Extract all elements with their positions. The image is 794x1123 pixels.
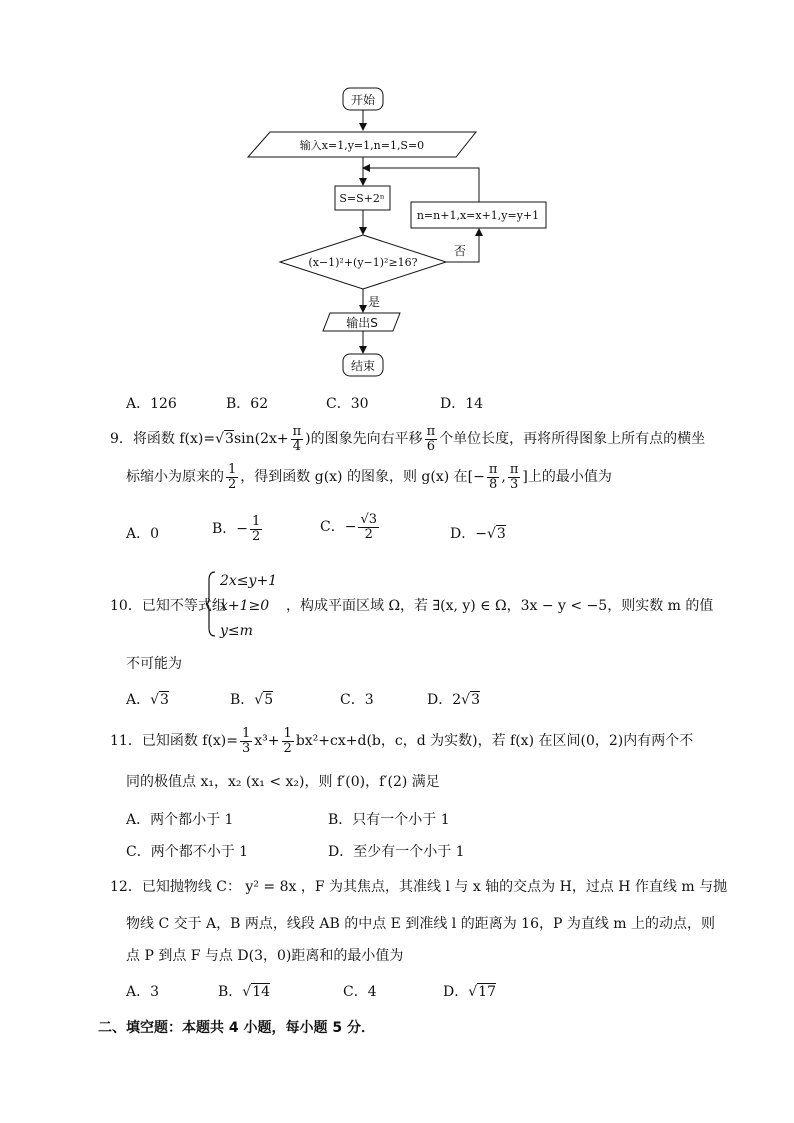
update-label: n=n+1,x=x+1,y=y+1 bbox=[416, 209, 540, 222]
q12-line2: 物线 C 交于 A，B 两点，线段 AB 的中点 E 到准线 l 的距离为 16，P 为直线 m 上的动点，则 bbox=[126, 916, 716, 932]
q12-option-d: D．√17 bbox=[443, 984, 496, 1000]
q10-option-d: D．2√3 bbox=[427, 692, 480, 708]
q9-option-b: B．− $\frac{1}{2}$ bbox=[212, 514, 261, 544]
q10-option-c: C．3 bbox=[340, 692, 374, 708]
start-label: 开始 bbox=[350, 93, 376, 107]
q10-ineq2: x+1≥0 bbox=[220, 598, 270, 614]
q9-line1: 9．将函数 f(x)= √3 sin(2x+ $\frac{\pi}{4}$ )的图象先向右平移 $\frac{\pi}{6}$ 个单位长度，再将所得图象上所有点的横坐 bbox=[110, 424, 706, 454]
end-label: 结束 bbox=[350, 359, 376, 373]
q9-line2 bbox=[126, 463, 612, 491]
q9-text: , bbox=[501, 469, 506, 486]
q10-line1: ，构成平面区域 Ω，若 ∃(x, y) ∈ Ω，3x − y < −5，则实数 m 的值 bbox=[286, 598, 714, 614]
q9-frac-pi4: $\frac{\pi}{4}$ bbox=[292, 424, 302, 454]
q8-option-d: D．14 bbox=[440, 396, 484, 412]
q9-text: 9．将函数 f(x)= bbox=[110, 431, 216, 448]
q10-option-b: B．√5 bbox=[230, 692, 274, 708]
q10-ineq1: 2x≤y+1 bbox=[220, 573, 278, 589]
q9-text: ]上的最小值为 bbox=[522, 469, 612, 486]
q11-option-a: A．两个都小于 1 bbox=[126, 812, 234, 828]
q12-line3: 点 P 到点 F 与点 D(3，0)距离和的最小值为 bbox=[126, 948, 404, 964]
q12-line1: 12．已知抛物线 C： y² = 8x ，F 为其焦点，其准线 l 与 x 轴的交点为 H，过点 H 作直线 m 与抛 bbox=[110, 879, 728, 895]
q10-ineq3: y≤m bbox=[220, 623, 253, 639]
q9-text: )的图象先向右平移 bbox=[305, 431, 423, 448]
q10-brace-icon bbox=[205, 570, 217, 638]
condition-label: (x−1)²+(y−1)²≥16? bbox=[308, 256, 418, 269]
q9-frac-pi3: $\frac{\pi}{3}$ bbox=[509, 462, 519, 492]
q11-line1: 11．已知函数 f(x)= $\frac{1}{3}$ x³+ $\frac{1}{2}$ bx²+cx+d(b，c，d 为实数)，若 f(x) 在区间(0，2)内有两个不 bbox=[110, 726, 694, 756]
q12-option-a: A．3 bbox=[126, 984, 160, 1000]
q8-option-b: B．62 bbox=[226, 396, 269, 412]
q9-option-a: A．0 bbox=[126, 526, 160, 542]
q8-option-c: C．30 bbox=[326, 396, 369, 412]
process-label: S=S+2ⁿ bbox=[339, 192, 385, 205]
input-label: 输入x=1,y=1,n=1,S=0 bbox=[299, 139, 425, 152]
q10-prefix: 10．已知不等式组 bbox=[110, 598, 226, 614]
q11-option-c: C．两个都不小于 1 bbox=[126, 844, 249, 860]
q9-text: sin(2x+ bbox=[233, 431, 289, 448]
q9-frac-pi6: $\frac{\pi}{6}$ bbox=[426, 424, 436, 454]
q9-frac-pi8: $\frac{\pi}{8}$ bbox=[488, 462, 498, 492]
flowchart bbox=[0, 0, 794, 400]
q9-sqrt3: 3 bbox=[225, 431, 234, 448]
q9-frac-half: $\frac{1}{2}$ bbox=[228, 462, 237, 492]
q11-line2: 同的极值点 x₁，x₂ (x₁ < x₂)，则 f′(0)，f′(2) 满足 bbox=[126, 774, 440, 790]
q11-option-b: B．只有一个小于 1 bbox=[328, 812, 450, 828]
yes-label: 是 bbox=[368, 295, 381, 309]
q9-text: ，得到函数 g(x) 的图象，则 g(x) 在[− bbox=[240, 469, 485, 486]
q9-option-c: C．− $\frac{√3}{2}$ bbox=[320, 512, 378, 542]
q9-text: 个单位长度，再将所得图象上所有点的横坐 bbox=[439, 431, 706, 448]
output-label: 输出S bbox=[346, 316, 378, 330]
q10-option-a: A．√3 bbox=[126, 692, 169, 708]
q12-option-c: C．4 bbox=[343, 984, 377, 1000]
no-label: 否 bbox=[454, 244, 467, 258]
q9-option-d: D．−√3 bbox=[450, 526, 506, 542]
q12-option-b: B．√14 bbox=[218, 984, 271, 1000]
q9-text: 标缩小为原来的 bbox=[126, 469, 224, 486]
q11-option-d: D．至少有一个小于 1 bbox=[328, 844, 465, 860]
q10-line2: 不可能为 bbox=[126, 656, 182, 672]
q8-option-a: A．126 bbox=[126, 396, 177, 412]
section-heading: 二、填空题：本题共 4 小题，每小题 5 分． bbox=[98, 1020, 375, 1036]
